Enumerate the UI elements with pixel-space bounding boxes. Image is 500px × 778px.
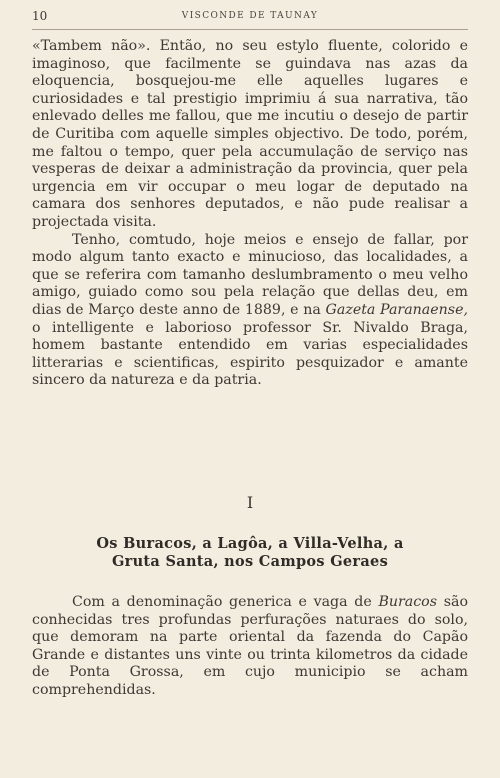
chapter-title: [32, 535, 468, 571]
paragraph-2: [32, 232, 468, 390]
page-number: 10: [32, 9, 48, 23]
page-header: [32, 9, 468, 30]
section-paragraph-text-b: são conhecidas tres profundas perfurações naturaes do solo, que demoram na parte oriental da fazenda do Capão Grande e distantes uns vinte ou trinta kilometros da cidade de Ponta Grossa, em cujo municipio se acham comprehendidas.: [32, 594, 468, 698]
section-paragraph: [32, 594, 468, 700]
buracos-term: Buracos: [378, 594, 438, 610]
paragraph-1: «Tambem não». Então, no seu estylo fluente, colorido e imaginoso, que facilmente se guindava nas azas da eloquencia, bosquejou-me elle aquelles lugares e curiosidades e tal prestigio imprimiu á sua narrativa, tão enlevado delles me fallou, que me incutiu o desejo de partir de Curitiba com aquelle simples objectivo. De todo, porém, me faltou o tempo, quer pela accumulação de serviço nas vesperas de deixar a administração da provincia, quer pela urgencia em vir occupar o meu logar de deputado na camara dos senhores deputados, e não pude realisar a projectada visita.: [32, 38, 468, 230]
section-body: [32, 594, 468, 700]
section-paragraph-text-a: Com a denominação generica e vaga de: [72, 594, 379, 610]
section-numeral: I: [246, 493, 254, 512]
paragraph-2-text-a: Tenho, comtudo, hoje meios e ensejo de fallar, por modo algum tanto exacto e minucioso, das localidades, a que se referira com tamanho deslumbramento o meu velho amigo, guiado como sou pela relação que dellas deu, em dias de Março deste anno de 1889, e na: [32, 231, 468, 318]
paragraph-2-text-b: o intelligente e laborioso professor Sr. Nivaldo Braga, homem bastante entendido em varias especialidades litterarias e scientificas, espirito pesquizador e amante sincero da natureza e da patria.: [32, 319, 468, 389]
chapter-title-line-2: Gruta Santa, nos Campos Geraes: [111, 553, 389, 570]
newspaper-title: Gazeta Paranaense,: [325, 301, 468, 318]
chapter-title-line-1: Os Buracos, a Lagôa, a Villa-Velha, a: [96, 535, 404, 552]
running-head: VISCONDE DE TAUNAY: [181, 11, 319, 21]
section-heading: [32, 493, 468, 512]
body-text: [32, 38, 468, 390]
